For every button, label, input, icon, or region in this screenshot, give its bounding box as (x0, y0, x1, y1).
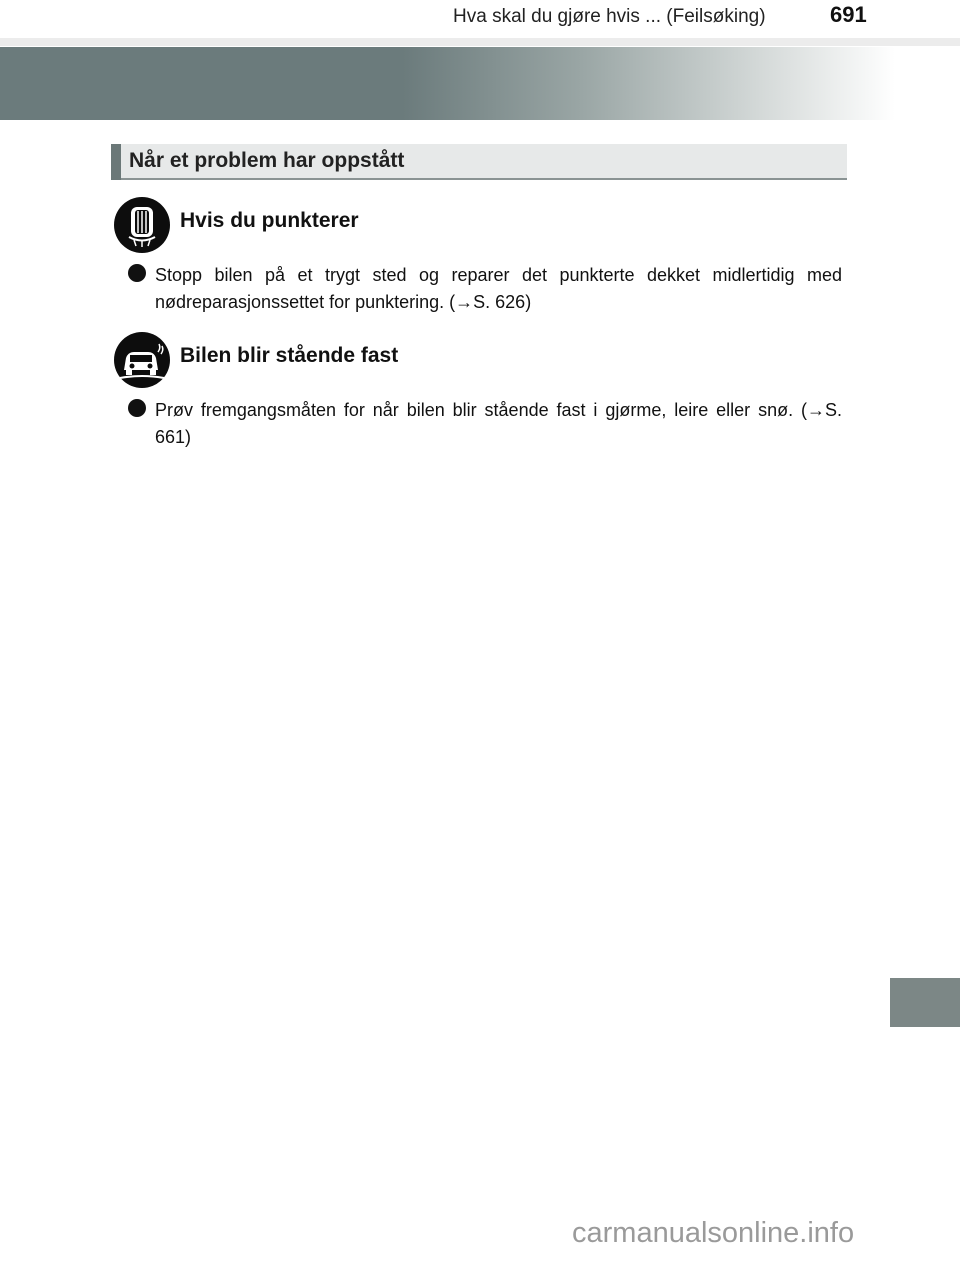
section-title: Når et problem har oppstått (129, 149, 405, 172)
chapter-side-tab (890, 978, 960, 1027)
bullet-icon (128, 399, 146, 417)
watermark: carmanualsonline.info (572, 1217, 855, 1249)
stuck-car-icon (114, 332, 170, 388)
list-item (128, 397, 842, 451)
item-text: Stopp bilen på et trygt sted og reparer det punkterte dekket midlertidig med nødreparasjonssettet for punktering. ( (155, 265, 842, 312)
page-number: 691 (830, 2, 867, 27)
page-reference-link[interactable]: S. 661 (155, 400, 842, 447)
flat-tire-icon (114, 197, 170, 253)
section-header (111, 144, 847, 180)
header-title: Hva skal du gjøre hvis ... (Feilsøking) (453, 6, 766, 27)
item-text-end: ) (185, 427, 192, 447)
arrow-right-icon: → (455, 292, 474, 312)
header-rule (0, 38, 960, 46)
bullet-icon (128, 264, 146, 282)
item-text-end: ) (525, 292, 532, 312)
sub-heading-stuck-car: Bilen blir stående fast (180, 344, 399, 367)
sub-heading-flat-tire: Hvis du punkterer (180, 209, 359, 232)
list-item (128, 262, 842, 316)
page-reference-link[interactable]: S. 626 (473, 292, 526, 312)
arrow-right-icon: → (806, 400, 825, 420)
section-accent-bar (111, 144, 121, 180)
chapter-banner (0, 47, 895, 120)
item-text: Prøv fremgangsmåten for når bilen blir stående fast i gjørme, leire eller snø. ( (155, 400, 807, 420)
